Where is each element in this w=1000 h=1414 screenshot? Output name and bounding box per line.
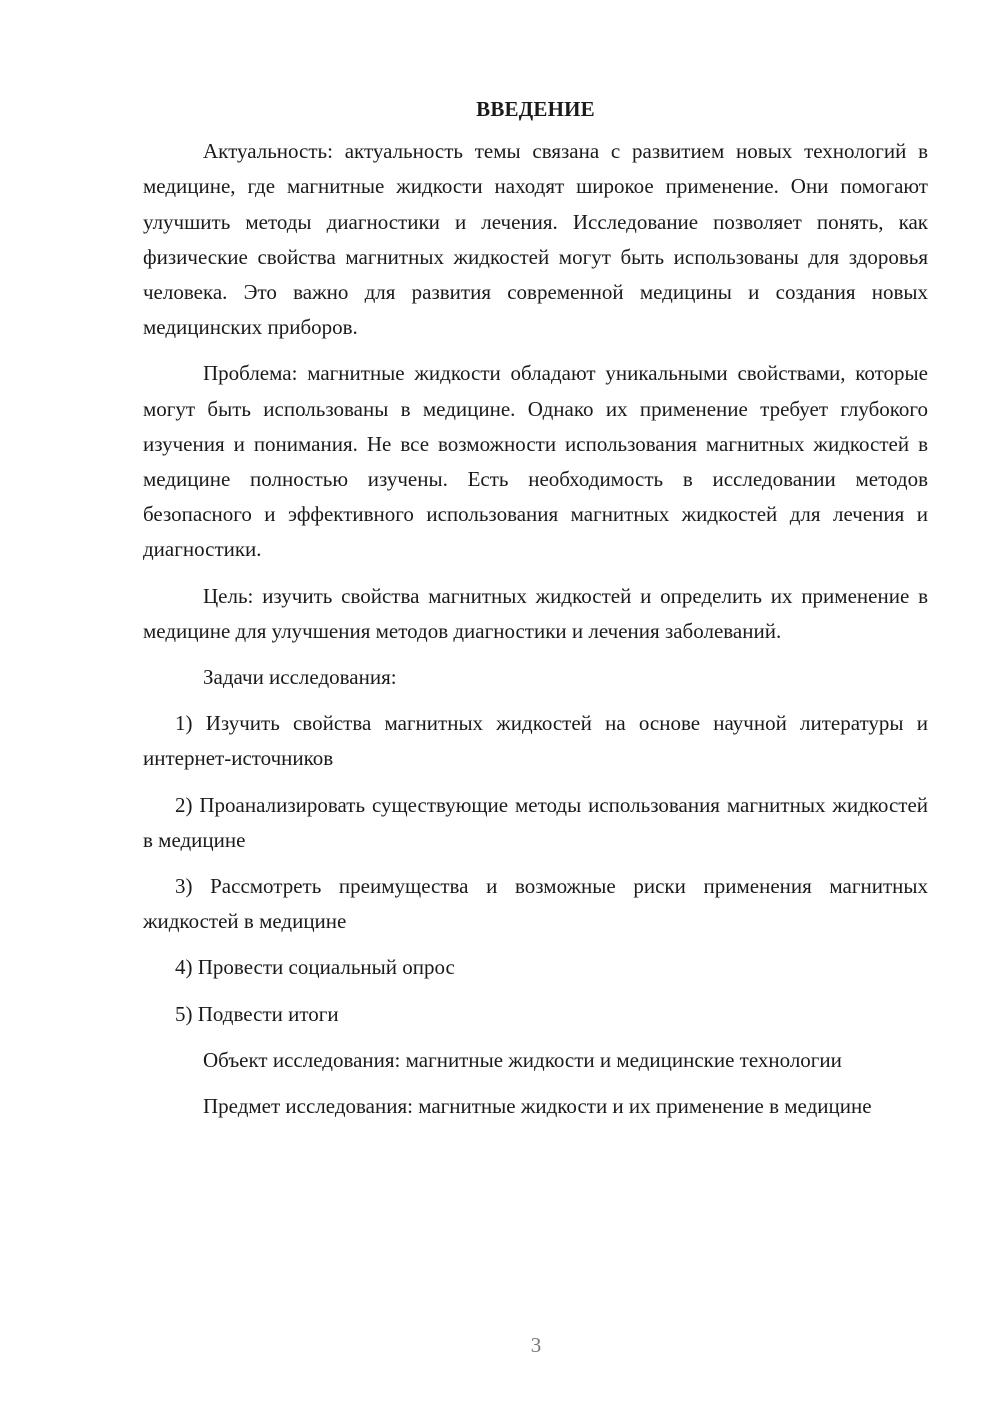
task-item-2: 2) Проанализировать существующие методы использования магнитных жидкостей в медицине — [143, 792, 928, 852]
task-item-1: 1) Изучить свойства магнитных жидкостей на основе научной литературы и интернет-источников — [143, 711, 928, 771]
goal-paragraph: Цель: изучить свойства магнитных жидкостей и определить их применение в медицине для улучшения методов диагностики и лечения заболеваний. — [143, 583, 928, 643]
document-page — [143, 92, 928, 1135]
task-item-3: 3) Рассмотреть преимущества и возможные риски применения магнитных жидкостей в медицине — [143, 874, 928, 934]
page-number: 3 — [530, 1333, 542, 1357]
problem-paragraph: Проблема: магнитные жидкости обладают уникальными свойствами, которые могут быть использованы в медицине. Однако их применение требует глубокого изучения и понимания. Не все возможности использования магнитных жидкостей в медицине полностью изучены. Есть необходимость в исследовании методов безопасного и эффективного использования магнитных жидкостей для лечения и диагностики. — [143, 361, 928, 562]
relevance-paragraph: Актуальность: актуальность темы связана с развитием новых технологий в медицине, где магнитные жидкости находят широкое применение. Они помогают улучшить методы диагностики и лечения. Исследование позволяет понять, как физические свойства магнитных жидкостей могут быть использованы для здоровья человека. Это важно для развития современной медицины и создания новых медицинских приборов. — [143, 139, 928, 340]
tasks-heading: Задачи исследования: — [203, 665, 397, 690]
task-item-5: 5) Подвести итоги — [175, 1001, 339, 1026]
subject-paragraph: Предмет исследования: магнитные жидкости и их применение в медицине — [203, 1094, 872, 1119]
task-item-4: 4) Провести социальный опрос — [175, 955, 455, 980]
page-title: ВВЕДЕНИЕ — [476, 97, 595, 121]
object-paragraph: Объект исследования: магнитные жидкости и медицинские технологии — [203, 1047, 842, 1072]
